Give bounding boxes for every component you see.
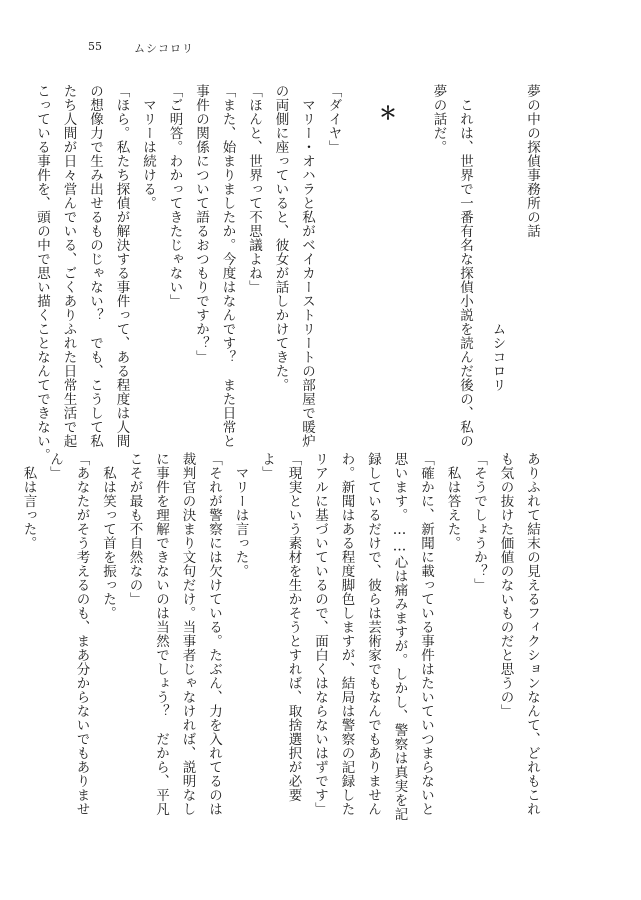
text-line: 私は言った。 <box>20 452 37 550</box>
text-line: たち人間が日々営んでいる、ごくありふれた日常生活で起 <box>60 84 77 448</box>
text-line: リアルに基づいているので、面白くはならないはずです」 <box>312 452 328 816</box>
text-line: 「現実という素材を生かそうとすれば、取捨選択が必要 <box>285 452 302 802</box>
text-line: 事件の関係について語るおつもりですか？」 <box>193 84 209 364</box>
running-title: ムシコロリ <box>134 42 194 55</box>
text-line: 「ご明答。わかってきたじゃない」 <box>166 84 183 308</box>
text-line: 「そうでしょうか？」 <box>471 452 487 592</box>
upper-text-block <box>29 84 546 462</box>
text-line: マリーは続ける。 <box>140 84 156 210</box>
text-line: に事件を理解できないのは当然でしょう？ だから、平凡 <box>153 452 169 816</box>
text-line: マリー・オハラと私がベイカーストリートの部屋で暖炉 <box>299 84 315 448</box>
author-name: ムシコロリ <box>489 322 506 392</box>
text-line: こそが最も不自然なの」 <box>126 452 143 606</box>
text-line: 「ほら。私たち探偵が解決する事件って、ある程度は人間 <box>113 84 130 448</box>
text-line: 「また、始まりましたか。今度はなんです？ また日常と <box>219 84 236 448</box>
text-line: こっている事件を、頭の中で思い描くことなんてできない。 <box>34 84 50 462</box>
text-line: 「ダイヤ」 <box>325 84 342 154</box>
text-line: 「ほんと、世界って不思議よね」 <box>246 84 262 294</box>
page-number: 55 <box>88 40 102 53</box>
lower-text-block <box>15 452 545 821</box>
text-line: 私は答えた。 <box>444 452 461 550</box>
text-line: 思います。……心は痛みますが。しかし、警察は真実を記 <box>391 452 408 821</box>
text-line: ありふれて結末の見えるフィクションなんて、どれもこれ <box>524 452 540 816</box>
section-separator: ＊ <box>376 104 397 123</box>
text-line: 「それが警察には欠けている。たぶん、力を入れてるのは <box>206 452 222 816</box>
text-line: 「あなたがそう考えるのも、まあ分からないでもありませ <box>73 452 90 816</box>
text-line: これは、世界で一番有名な探偵小説を読んだ後の、私の <box>457 84 473 448</box>
text-line: 夢の話だ。 <box>430 84 447 154</box>
text-line: 録しているだけで、彼らは芸術家でもなんでもありません <box>365 452 381 816</box>
text-line: も気の抜けた価値のないものだと思うの」 <box>497 452 514 718</box>
text-line: 裁判官の決まり文句だけ。当事者じゃなければ、説明なし <box>179 452 196 816</box>
text-line: 私は笑って首を振った。 <box>100 452 116 620</box>
text-line: わ。新聞はある程度脚色しますが、結局は警察の記録した <box>338 452 355 816</box>
text-line: マリーは言った。 <box>232 452 249 578</box>
text-line: の想像力で生み出せるものじゃない？ でも、こうして私 <box>87 84 103 448</box>
story-title: 夢の中の探偵事務所の話 <box>524 84 540 238</box>
text-line: ん」 <box>47 452 63 480</box>
text-line: よ」 <box>259 452 275 480</box>
text-line: 「確かに、新聞に載っている事件はたいていつまらないと <box>418 452 434 816</box>
text-line: の両側に座っていると、彼女が話しかけてきた。 <box>272 84 289 392</box>
